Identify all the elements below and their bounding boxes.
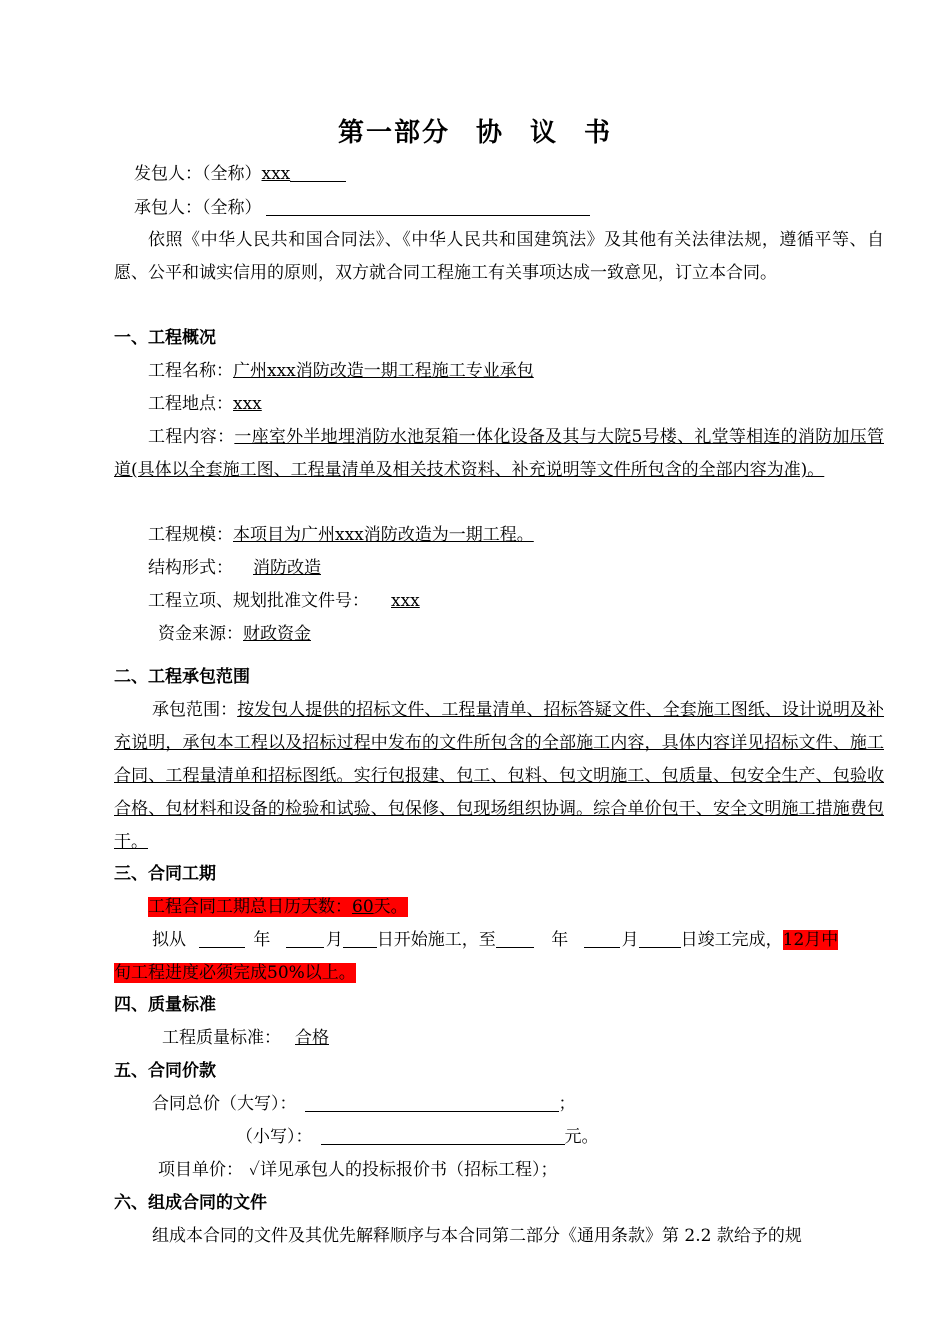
section-5-heading: 五、合同价款 bbox=[114, 1061, 216, 1081]
project-name-label: 工程名称： bbox=[148, 361, 233, 381]
end-day-label: 日竣工完成， bbox=[680, 930, 783, 950]
approval-value: xxx bbox=[391, 591, 420, 611]
title-part: 第一部分 bbox=[337, 118, 450, 148]
approval-label: 工程立项、规划批准文件号： bbox=[148, 591, 369, 611]
section-2-heading: 二、工程承包范围 bbox=[114, 667, 250, 687]
title-word-2: 议 bbox=[530, 118, 559, 148]
duration-highlight bbox=[148, 897, 408, 917]
small-price-blank bbox=[321, 1126, 565, 1145]
employer-label: 发包人：（全称） bbox=[134, 164, 262, 184]
unit-price-value: ✓详见承包人的投标报价书（招标工程）； bbox=[249, 1160, 558, 1180]
end-month-blank bbox=[584, 929, 620, 948]
total-price-blank bbox=[305, 1093, 559, 1112]
end-year-blank bbox=[496, 929, 534, 948]
quality-value: 合格 bbox=[295, 1028, 329, 1048]
project-scale-value: 本项目为广州xxx消防改造为一期工程。 bbox=[233, 525, 534, 545]
duration-text-a: 工程合同工期总日历天数： bbox=[148, 897, 352, 917]
contractor-label: 承包人：（全称） bbox=[134, 198, 262, 218]
small-price-label: （小写）： bbox=[236, 1127, 313, 1147]
fund-line bbox=[158, 618, 928, 651]
fund-label: 资金来源： bbox=[158, 624, 243, 644]
structure-label: 结构形式： bbox=[148, 558, 233, 578]
start-year-blank bbox=[199, 929, 245, 948]
project-name-line bbox=[114, 355, 918, 388]
unit-price-label: 项目单价： bbox=[158, 1160, 243, 1180]
scope-para bbox=[114, 694, 884, 859]
start-month-label: 月 bbox=[325, 930, 343, 950]
scope-value: 按发包人提供的招标文件、工程量清单、招标答疑文件、全套施工图纸、设计说明及补充说明，承包本工程以及招标过程中发布的文件所包含的全部施工内容，具体内容详见招标文件、施工合同、工程量清单和招标图纸。实行包报建、包工、包料、包文明施工、包质量、包安全生产、包验收合格、包材料和设备的检验和试验、包保修、包现场组织协调。综合单价包干、安全文明施工措施费包干。 bbox=[114, 700, 885, 852]
start-day-label: 日开始施工，至 bbox=[376, 930, 496, 950]
employer-line bbox=[134, 158, 904, 191]
structure-line bbox=[114, 552, 918, 585]
section-6-heading: 六、组成合同的文件 bbox=[114, 1193, 267, 1213]
project-location-line bbox=[114, 388, 918, 421]
schedule-line bbox=[152, 924, 922, 957]
duration-text-b: 天。 bbox=[373, 897, 408, 917]
end-year-label: 年 bbox=[551, 930, 569, 950]
contractor-blank bbox=[266, 197, 590, 216]
project-scale-line bbox=[114, 519, 918, 552]
progress-highlight-b: 旬工程进度必须完成50%以上。 bbox=[114, 963, 356, 983]
quality-label: 工程质量标准： bbox=[162, 1028, 281, 1048]
unit-price-line bbox=[158, 1154, 928, 1187]
project-content-label: 工程内容： bbox=[148, 427, 235, 447]
structure-value: 消防改造 bbox=[253, 558, 321, 578]
project-scale-label: 工程规模： bbox=[148, 525, 233, 545]
start-year-label: 年 bbox=[253, 930, 271, 950]
small-price-line bbox=[236, 1121, 950, 1154]
title-word-3: 书 bbox=[584, 118, 613, 148]
quality-line bbox=[162, 1022, 932, 1055]
total-price-label: 合同总价（大写）： bbox=[152, 1094, 297, 1114]
progress-line bbox=[114, 957, 884, 990]
section-4-heading: 四、质量标准 bbox=[114, 995, 216, 1015]
schedule-from: 拟从 bbox=[152, 930, 186, 950]
page-title bbox=[0, 112, 950, 149]
fund-value: 财政资金 bbox=[243, 624, 311, 644]
duration-days: 60 bbox=[352, 897, 374, 917]
project-location-label: 工程地点： bbox=[148, 394, 233, 414]
employer-value: xxx bbox=[261, 164, 291, 184]
preamble: 依照《中华人民共和国合同法》、《中华人民共和国建筑法》及其他有关法律法规，遵循平等、自愿、公平和诚实信用的原则，双方就合同工程施工有关事项达成一致意见，订立本合同。 bbox=[114, 230, 884, 283]
start-day-blank bbox=[343, 929, 377, 948]
duration-line bbox=[148, 891, 918, 924]
section-6-text: 组成本合同的文件及其优先解释顺序与本合同第二部分《通用条款》第 2.2 款给予的规 bbox=[152, 1226, 802, 1246]
project-name-value: 广州xxx消防改造一期工程施工专业承包 bbox=[233, 361, 534, 381]
end-month-label: 月 bbox=[621, 930, 639, 950]
end-day-blank bbox=[639, 929, 681, 948]
project-location-value: xxx bbox=[233, 394, 262, 414]
approval-line bbox=[114, 585, 918, 618]
section-3-heading: 三、合同工期 bbox=[114, 864, 216, 884]
section-1-heading: 一、工程概况 bbox=[114, 328, 216, 348]
progress-highlight-a: 12月中 bbox=[782, 930, 839, 950]
contractor-line bbox=[134, 192, 904, 225]
scope-label: 承包范围： bbox=[152, 700, 238, 720]
project-content-para bbox=[114, 421, 884, 487]
total-price-end: ； bbox=[558, 1094, 576, 1114]
project-content-value: 一座室外半地埋消防水池泵箱一体化设备及其与大院5号楼、礼堂等相连的消防加压管道(具体以全套施工图、工程量清单及相关技术资料、补充说明等文件所包含的全部内容为准)。 bbox=[114, 427, 884, 480]
start-month-blank bbox=[286, 929, 324, 948]
title-word-1: 协 bbox=[475, 118, 504, 148]
small-price-end: 元。 bbox=[564, 1127, 599, 1147]
total-price-line bbox=[152, 1088, 922, 1121]
